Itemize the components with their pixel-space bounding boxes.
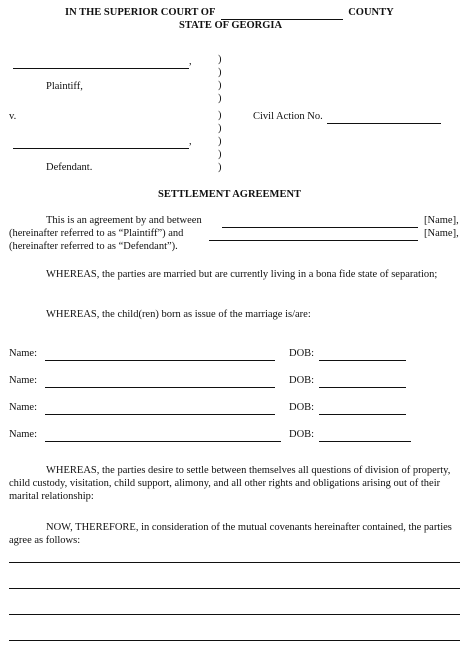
child-dob-blank[interactable]	[319, 348, 406, 361]
child-dob-blank[interactable]	[319, 429, 411, 442]
child-dob-label: DOB:	[289, 429, 315, 440]
caption-paren: )	[218, 123, 222, 134]
child-dob-label: DOB:	[289, 348, 315, 359]
caption-paren: )	[218, 67, 222, 78]
civil-action-number-blank[interactable]	[327, 111, 441, 124]
court-prefix: IN THE SUPERIOR COURT OF	[65, 7, 215, 18]
child-dob-label: DOB:	[289, 375, 315, 386]
whereas-separation: WHEREAS, the parties are married but are currently living in a bona fide state of separation;	[46, 269, 438, 280]
intro-line-2-text: (hereinafter referred to as “Plaintiff”) and	[9, 228, 184, 239]
caption-paren: )	[218, 162, 222, 173]
terms-blank-line[interactable]	[9, 640, 460, 641]
civil-action-row	[253, 111, 441, 124]
civil-action-label: Civil Action No.	[253, 111, 323, 122]
versus-label: v.	[9, 111, 17, 122]
caption-paren: )	[218, 80, 222, 91]
defendant-label: Defendant.	[46, 162, 93, 173]
terms-blank-line[interactable]	[9, 562, 460, 563]
defendant-party-name-blank[interactable]	[209, 228, 418, 241]
county-blank[interactable]	[221, 7, 343, 20]
child-name-label: Name:	[9, 375, 37, 386]
plaintiff-name-blank[interactable]	[13, 56, 189, 69]
caption-paren: )	[218, 54, 222, 65]
caption-paren: )	[218, 149, 222, 160]
child-name-blank[interactable]	[45, 375, 275, 388]
court-header	[65, 7, 394, 20]
court-suffix: COUNTY	[348, 7, 394, 18]
plaintiff-label: Plaintiff,	[46, 81, 83, 92]
child-name-blank[interactable]	[45, 429, 281, 442]
caption-paren: )	[218, 110, 222, 121]
plaintiff-name-line	[13, 56, 192, 69]
intro-line-1-text: This is an agreement by and between	[46, 215, 202, 226]
child-name-label: Name:	[9, 429, 37, 440]
whereas-children: WHEREAS, the child(ren) born as issue of the marriage is/are:	[46, 309, 311, 320]
child-dob-blank[interactable]	[319, 375, 406, 388]
intro-line-3: (hereinafter referred to as “Defendant”).	[9, 241, 178, 252]
child-name-label: Name:	[9, 348, 37, 359]
defendant-name-blank[interactable]	[13, 136, 189, 149]
state-heading: STATE OF GEORGIA	[179, 20, 283, 31]
agreement-title: SETTLEMENT AGREEMENT	[158, 189, 302, 200]
terms-blank-line[interactable]	[9, 588, 460, 589]
intro-line-2	[9, 228, 183, 240]
plaintiff-party-name-blank[interactable]	[222, 215, 418, 228]
whereas-settlement: WHEREAS, the parties desire to settle between themselves all questions of division of property, child custody, visitation, child support, alimony, and all other rights and obligations arising out of their marital relationship:	[9, 465, 451, 502]
now-therefore-clause: NOW, THEREFORE, in consideration of the mutual covenants hereinafter contained, the parties agree as follows:	[9, 522, 452, 546]
defendant-name-line	[13, 136, 192, 149]
child-name-blank[interactable]	[45, 402, 275, 415]
child-name-label: Name:	[9, 402, 37, 413]
child-dob-blank[interactable]	[319, 402, 406, 415]
child-name-blank[interactable]	[45, 348, 275, 361]
caption-paren: )	[218, 136, 222, 147]
terms-blank-line[interactable]	[9, 614, 460, 615]
defendant-comma: ,	[189, 136, 192, 147]
intro-name-tag-2: [Name],	[424, 228, 459, 239]
caption-paren: )	[218, 93, 222, 104]
intro-line-1	[46, 215, 202, 227]
plaintiff-comma: ,	[189, 56, 192, 67]
intro-name-tag-1: [Name],	[424, 215, 459, 226]
child-dob-label: DOB:	[289, 402, 315, 413]
